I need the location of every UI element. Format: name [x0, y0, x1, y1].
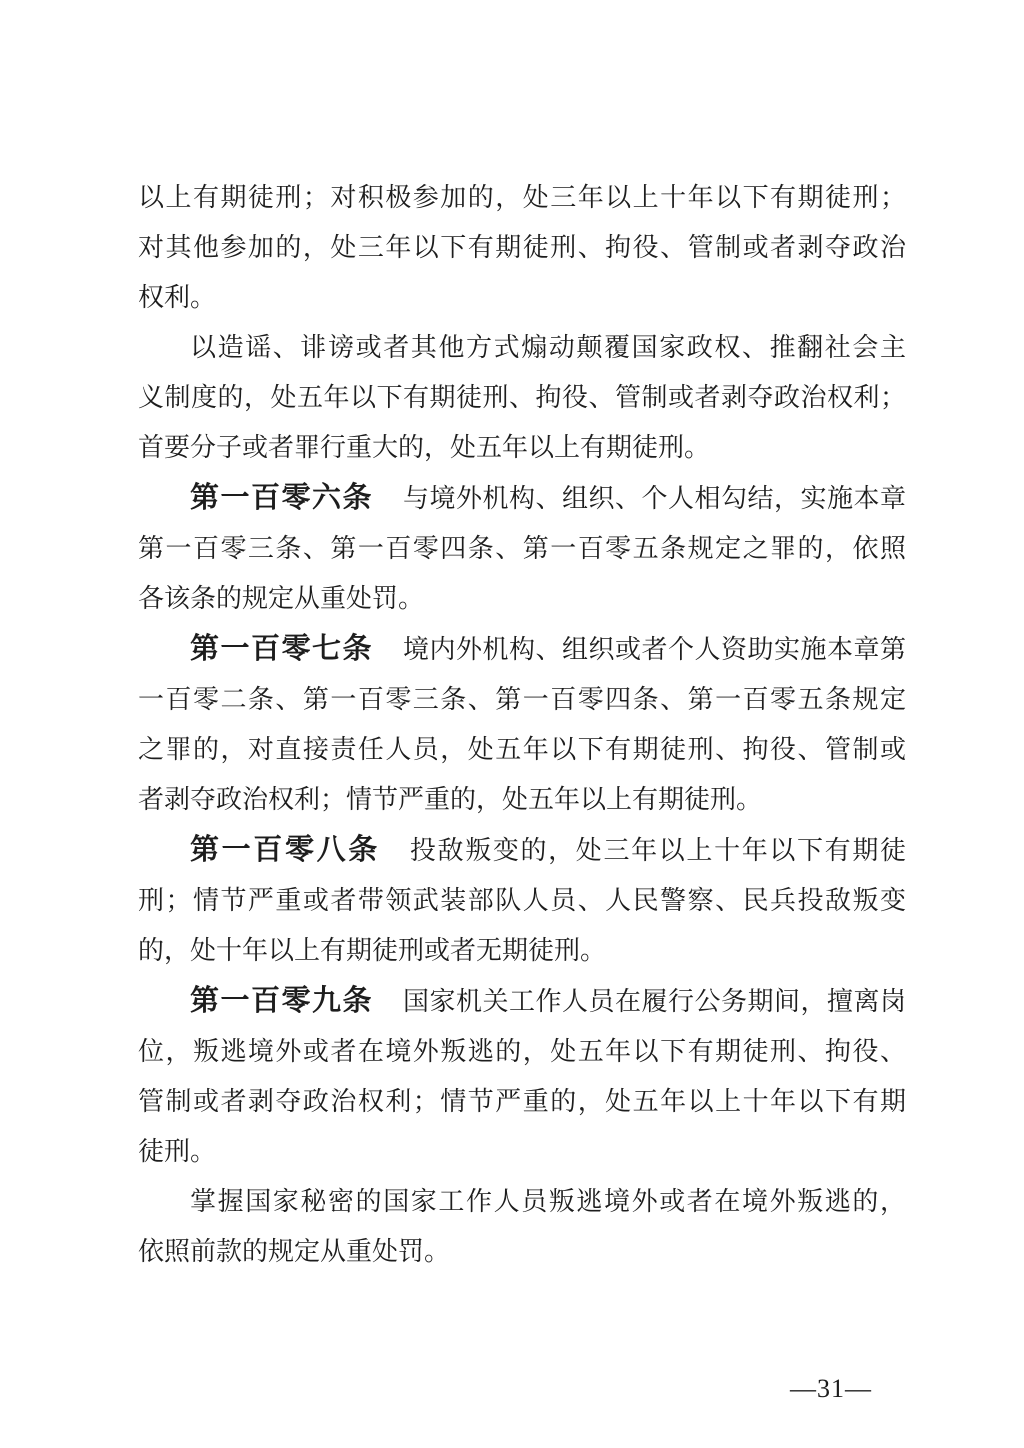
- text-line: 刑；情节严重或者带领武装部队人员、人民警察、民兵投敌叛变: [138, 886, 906, 915]
- text-line: 各该条的规定从重处罚。: [138, 584, 425, 613]
- text-line: 的，处十年以上有期徒刑或者无期徒刑。: [138, 936, 607, 965]
- text-line: 第一百零八条 投敌叛变的，处三年以上十年以下有期徒: [190, 834, 906, 866]
- paragraph: [138, 976, 906, 1177]
- paragraph: [138, 825, 906, 976]
- paragraph: [138, 1177, 906, 1277]
- document-body: [138, 173, 906, 1277]
- paragraph: [138, 323, 906, 473]
- text-line: 第一百零六条 与境外机构、组织、个人相勾结，实施本章: [190, 482, 906, 514]
- text-line: 义制度的，处五年以下有期徒刑、拘役、管制或者剥夺政治权利；: [138, 383, 906, 412]
- article-number: 第一百零九条: [190, 985, 373, 1017]
- text-line: 第一百零九条 国家机关工作人员在履行公务期间，擅离岗: [190, 985, 906, 1017]
- text-line: 管制或者剥夺政治权利；情节严重的，处五年以上十年以下有期: [138, 1087, 906, 1116]
- text-line: 对其他参加的，处三年以下有期徒刑、拘役、管制或者剥夺政治: [138, 233, 906, 262]
- text-line: 掌握国家秘密的国家工作人员叛逃境外或者在境外叛逃的，: [190, 1187, 906, 1216]
- text-line: 首要分子或者罪行重大的，处五年以上有期徒刑。: [138, 433, 711, 462]
- text-line: 者剥夺政治权利；情节严重的，处五年以上有期徒刑。: [138, 785, 763, 814]
- paragraph: [138, 624, 906, 825]
- text-line: 以造谣、诽谤或者其他方式煽动颠覆国家政权、推翻社会主: [190, 333, 906, 362]
- text-line: 权利。: [138, 283, 217, 312]
- text-line: 一百零二条、第一百零三条、第一百零四条、第一百零五条规定: [138, 685, 906, 714]
- text-line: 徒刑。: [138, 1137, 217, 1166]
- text-line: 之罪的，对直接责任人员，处五年以下有期徒刑、拘役、管制或: [138, 735, 906, 764]
- paragraph: [138, 173, 906, 323]
- text-line: 依照前款的规定从重处罚。: [138, 1237, 451, 1266]
- text-line: 以上有期徒刑；对积极参加的，处三年以上十年以下有期徒刑；: [138, 183, 906, 212]
- text-line: 第一百零七条 境内外机构、组织或者个人资助实施本章第: [190, 633, 906, 665]
- article-number: 第一百零六条: [190, 482, 373, 514]
- text-line: 位，叛逃境外或者在境外叛逃的，处五年以下有期徒刑、拘役、: [138, 1037, 906, 1066]
- paragraph: [138, 473, 906, 624]
- article-number: 第一百零八条: [190, 834, 380, 866]
- article-number: 第一百零七条: [190, 633, 373, 665]
- page-number: —31—: [790, 1374, 872, 1403]
- text-line: 第一百零三条、第一百零四条、第一百零五条规定之罪的，依照: [138, 534, 906, 563]
